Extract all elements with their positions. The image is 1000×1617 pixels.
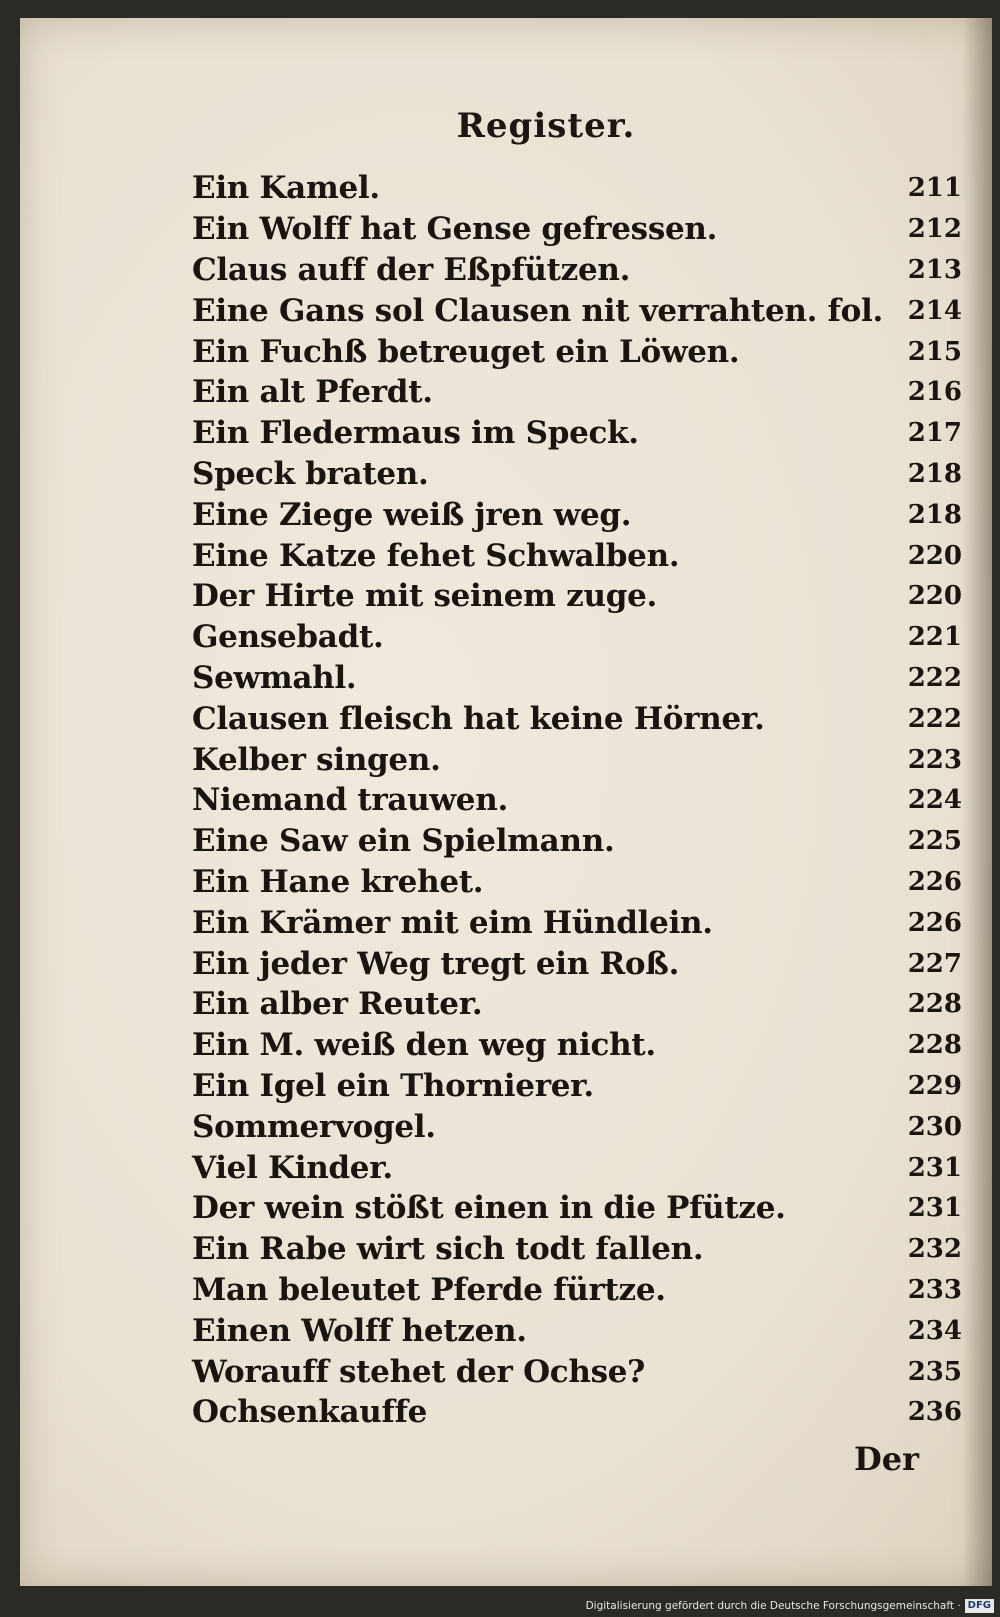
entry-page-number: 234 xyxy=(907,1315,962,1346)
register-entry xyxy=(192,739,962,780)
entry-page-number: 215 xyxy=(907,336,962,367)
register-entry xyxy=(192,780,962,821)
entry-title: Ochsenkauffe xyxy=(192,1394,428,1431)
register-entry xyxy=(192,168,962,209)
entry-page-number: 226 xyxy=(907,866,962,897)
entry-page-number: 222 xyxy=(907,703,962,734)
register-entry xyxy=(192,1106,962,1147)
register-entry xyxy=(192,1188,962,1229)
register-entry xyxy=(192,413,962,454)
dfg-logo: DFG xyxy=(965,1599,994,1613)
entry-title: Clausen fleisch hat keine Hörner. xyxy=(192,700,765,737)
register-list xyxy=(192,168,962,1433)
entry-page-number: 231 xyxy=(907,1193,962,1224)
entry-page-number: 218 xyxy=(907,458,962,489)
entry-title: Sewmahl. xyxy=(192,659,357,696)
entry-page-number: 228 xyxy=(907,1030,962,1061)
register-entry xyxy=(192,1270,962,1311)
entry-title: Ein Kamel. xyxy=(192,170,380,207)
entry-page-number: 224 xyxy=(907,785,962,816)
entry-page-number: 236 xyxy=(907,1397,962,1428)
entry-title: Ein Hane krehet. xyxy=(192,863,484,900)
register-entry xyxy=(192,617,962,658)
register-entry xyxy=(192,494,962,535)
entry-page-number: 230 xyxy=(907,1111,962,1142)
entry-page-number: 223 xyxy=(907,744,962,775)
entry-page-number: 216 xyxy=(907,377,962,408)
entry-page-number: 213 xyxy=(907,254,962,285)
register-entry xyxy=(192,576,962,617)
entry-page-number: 233 xyxy=(907,1274,962,1305)
entry-page-number: 229 xyxy=(907,1070,962,1101)
page-gutter-shadow xyxy=(962,18,992,1586)
entry-title: Eine Ziege weiß jren weg. xyxy=(192,496,632,533)
register-entry xyxy=(192,331,962,372)
register-entry xyxy=(192,535,962,576)
register-entry xyxy=(192,1229,962,1270)
entry-page-number: 221 xyxy=(907,622,962,653)
entry-title: Worauff stehet der Ochse? xyxy=(192,1353,646,1390)
entry-title: Ein M. weiß den weg nicht. xyxy=(192,1027,656,1064)
entry-title: Niemand trauwen. xyxy=(192,782,508,819)
register-entry xyxy=(192,454,962,495)
entry-title: Eine Saw ein Spielmann. xyxy=(192,823,615,860)
register-entry xyxy=(192,1310,962,1351)
entry-title: Ein Fledermaus im Speck. xyxy=(192,415,639,452)
entry-page-number: 231 xyxy=(907,1152,962,1183)
register-entry xyxy=(192,698,962,739)
register-entry xyxy=(192,1392,962,1433)
book-page xyxy=(20,18,992,1586)
entry-page-number: 226 xyxy=(907,907,962,938)
entry-title: Ein Igel ein Thornierer. xyxy=(192,1067,594,1104)
register-entry xyxy=(192,862,962,903)
register-entry xyxy=(192,1147,962,1188)
page-heading: Register. xyxy=(456,106,636,146)
entry-page-number: 212 xyxy=(907,214,962,245)
register-entry xyxy=(192,372,962,413)
entry-page-number: 227 xyxy=(907,948,962,979)
catchword: Der xyxy=(854,1440,919,1478)
register-entry xyxy=(192,290,962,331)
entry-title: Claus auff der Eßpfützen. xyxy=(192,251,631,288)
entry-title: Kelber singen. xyxy=(192,741,441,778)
entry-page-number: 217 xyxy=(907,418,962,449)
register-entry xyxy=(192,1025,962,1066)
entry-title: Ein Fuchß betreuget ein Löwen. xyxy=(192,333,740,370)
entry-page-number: 222 xyxy=(907,662,962,693)
entry-page-number: 232 xyxy=(907,1234,962,1265)
register-entry xyxy=(192,984,962,1025)
entry-title: Der wein stößt einen in die Pfütze. xyxy=(192,1190,786,1227)
entry-title: Ein Wolff hat Gense gefressen. xyxy=(192,211,718,248)
entry-title: Viel Kinder. xyxy=(192,1149,393,1186)
register-entry xyxy=(192,658,962,699)
entry-title: Ein alber Reuter. xyxy=(192,986,483,1023)
entry-page-number: 235 xyxy=(907,1356,962,1387)
digitization-footer xyxy=(0,1597,1000,1615)
entry-title: Einen Wolff hetzen. xyxy=(192,1312,527,1349)
entry-page-number: 228 xyxy=(907,989,962,1020)
entry-title: Der Hirte mit seinem zuge. xyxy=(192,578,657,615)
entry-title: Speck braten. xyxy=(192,455,429,492)
entry-title: Ein alt Pferdt. xyxy=(192,374,433,411)
entry-title: Sommervogel. xyxy=(192,1108,436,1145)
register-entry xyxy=(192,902,962,943)
entry-page-number: 218 xyxy=(907,499,962,530)
register-entry xyxy=(192,250,962,291)
footer-credit-text: Digitalisierung gefördert durch die Deutsche Forschungsgemeinschaft · xyxy=(585,1600,961,1612)
entry-title: Ein Krämer mit eim Hündlein. xyxy=(192,904,713,941)
entry-page-number: 220 xyxy=(907,540,962,571)
entry-page-number: 214 xyxy=(907,295,962,326)
register-entry xyxy=(192,209,962,250)
register-entry xyxy=(192,943,962,984)
entry-page-number: 220 xyxy=(907,581,962,612)
entry-title: Man beleutet Pferde fürtze. xyxy=(192,1271,666,1308)
entry-page-number: 211 xyxy=(907,173,962,204)
entry-title: Eine Katze fehet Schwalben. xyxy=(192,537,680,574)
entry-title: Eine Gans sol Clausen nit verrahten. fol. xyxy=(192,292,883,329)
entry-title: Gensebadt. xyxy=(192,619,384,656)
register-entry xyxy=(192,1066,962,1107)
entry-title: Ein jeder Weg tregt ein Roß. xyxy=(192,945,680,982)
register-entry xyxy=(192,1351,962,1392)
entry-title: Ein Rabe wirt sich todt fallen. xyxy=(192,1231,704,1268)
entry-page-number: 225 xyxy=(907,826,962,857)
register-entry xyxy=(192,821,962,862)
